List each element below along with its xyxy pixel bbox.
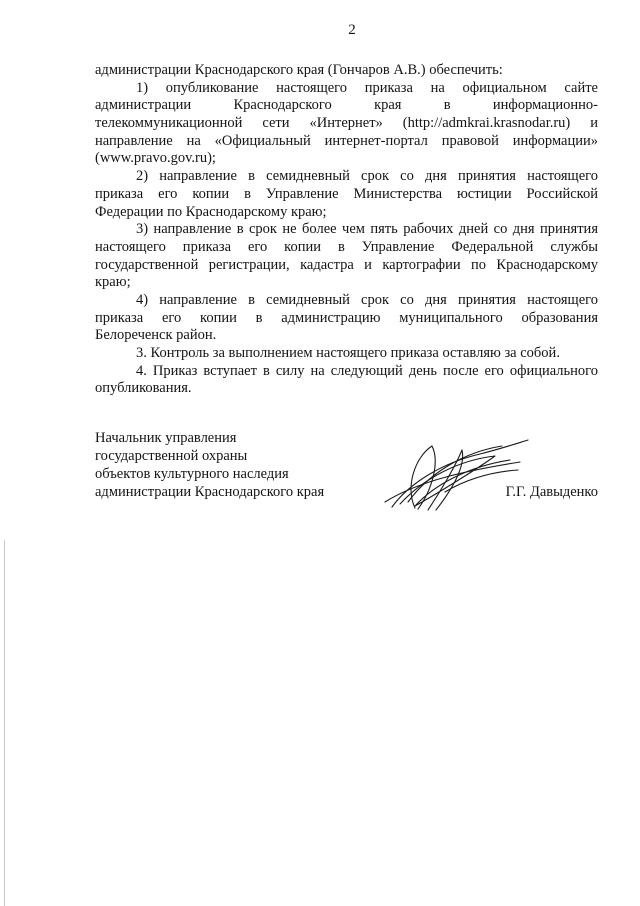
- text-line: администрации Краснодарского края в информационно-: [95, 97, 598, 114]
- scan-edge-line: [4, 540, 5, 906]
- text-line: (www.pravo.gov.ru);: [95, 150, 216, 167]
- text-line: телекоммуникационной сети «Интернет» (http://admkrai.krasnodar.ru) и: [95, 115, 598, 132]
- text-line: приказа его копии в Управление Министерства юстиции Российской: [95, 185, 598, 202]
- text-line: администрации Краснодарского края (Гончаров А.В.) обеспечить:: [95, 62, 503, 78]
- text-line: краю;: [95, 274, 131, 291]
- text-line: настоящего приказа его копии в Управление Федеральной службы: [95, 238, 598, 255]
- text-line: опубликования.: [95, 380, 192, 397]
- text-line: приказа его копии в администрацию муниципального образования: [95, 309, 598, 326]
- signatory-position-line: администрации Краснодарского края: [95, 484, 325, 500]
- text-line: 2) направление в семидневный срок со дня принятия настоящего: [136, 168, 598, 185]
- signatory-name: Г.Г. Давыденко: [505, 484, 598, 500]
- document-body: [95, 62, 598, 398]
- text-line: 4. Приказ вступает в силу на следующий день после его официального: [136, 362, 598, 379]
- text-line: 3. Контроль за выполнением настоящего приказа оставляю за собой.: [136, 345, 560, 361]
- text-line: государственной регистрации, кадастра и картографии по Краснодарскому: [95, 256, 598, 273]
- text-line: направление на «Официальный интернет-портал правовой информации»: [95, 132, 598, 149]
- signatory-position-line: государственной охраны: [95, 448, 248, 464]
- signatory-position-line: объектов культурного наследия: [95, 466, 289, 482]
- text-line: Белореченск район.: [95, 327, 217, 344]
- text-line: 4) направление в семидневный срок со дня принятия настоящего: [136, 291, 598, 308]
- signatory-position-line: Начальник управления: [95, 430, 237, 446]
- text-line: 3) направление в срок не более чем пять рабочих дней со дня принятия: [136, 221, 598, 238]
- page-number: 2: [348, 22, 356, 38]
- text-line: 1) опубликование настоящего приказа на официальном сайте: [136, 79, 598, 96]
- handwritten-signature: [370, 432, 540, 517]
- text-line: Федерации по Краснодарскому краю;: [95, 203, 327, 220]
